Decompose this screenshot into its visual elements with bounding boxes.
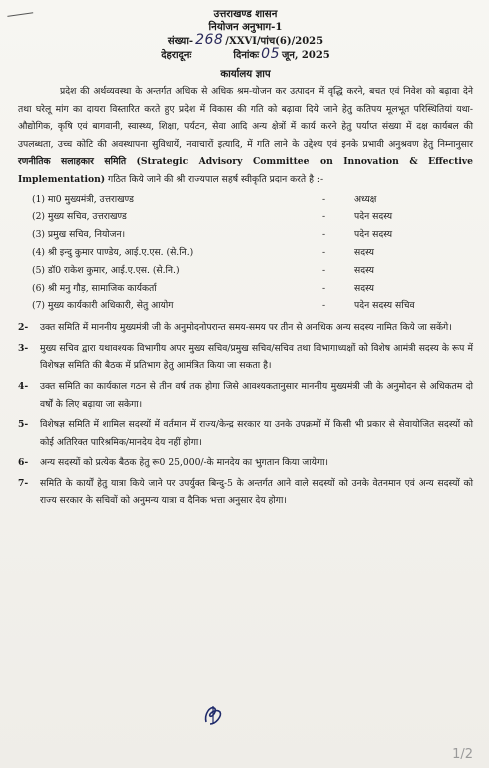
date-prefix: दिनांकः: [233, 50, 260, 61]
member-dash: -: [322, 264, 326, 276]
point-text: उक्त समिति में माननीय मुख्यमंत्री जी के अनुमोदनोपरान्त समय-समय पर तीन से अनधिक अन्य सदस्य नामित किये जा सकेंगे।: [40, 322, 452, 334]
place-date: [18, 48, 473, 62]
ref-prefix: संख्या-: [167, 36, 194, 47]
date-suffix: जून, 2025: [282, 50, 330, 61]
member-role: पदेन सदस्य: [354, 229, 393, 241]
member-name: (5) डॉ0 राकेश कुमार, आई.ए.एस. (से.नि.): [32, 264, 180, 276]
point-number: 3-: [18, 342, 29, 354]
intro-paragraph: प्रदेश की अर्थव्यवस्था के अन्तर्गत अधिक से अधिक श्रम-योजन कर उत्पादन में वृद्धि करने, बचत एवं निवेश को बढ़ावा देने तथा घरेलू मांग का दायरा विस्तारित करते हुए प्रदेश में विकास की गति को बढ़ावा दिये जाने हेतु कतिपय मूलभूत परिस्थितियां यथा-औद्योगिक, कृषि एवं बागवानी, स्वास्थ्य, शिक्षा, पर्यटन, सेवा आदि अन्य क्षेत्रों में कार्य करने हेतु पर्याप्त संख्या में दक्ष कार्यबल की उपलब्धता, उच्च कोटि की अवस्थापना सुविधायें, नवाचारों इत्यादि, में गति लाने के उद्देश्य एवं इनके प्रभावी अनुश्रवण हेतु निम्नानुसार रणनीतिक सलाहकार समिति (Strategic Advisory Committee on Innovation & Effective Implementation) गठित किये जाने की श्री राज्यपाल सहर्ष स्वीकृति प्रदान करते है :-: [18, 86, 473, 185]
member-name: (4) श्री इन्दु कुमार पाण्डेय, आई.ए.एस. (से.नि.): [32, 246, 194, 258]
point-number: 5-: [18, 419, 29, 431]
member-dash: -: [322, 282, 326, 294]
point-text: विशेषज्ञ समिति में शामिल सदस्यों में वर्तमान में राज्य/केन्द्र सरकार या उनके उपक्रमों में किसी भी प्रकार से सेवायोजित सदस्यों को कोई अतिरिक्त पारिश्रमिक/मानदेय देय नहीं होगा।: [40, 419, 473, 448]
member-dash: -: [322, 211, 326, 223]
member-row: [32, 244, 473, 262]
member-role: सदस्य: [354, 246, 374, 258]
member-role: सदस्य: [354, 282, 374, 294]
points-list: [18, 319, 473, 510]
numbered-point: [18, 340, 473, 375]
point-number: 7-: [18, 477, 29, 489]
department-name: नियोजन अनुभाग-1: [208, 21, 283, 33]
committee-name: रणनीतिक सलाहकार समिति (Strategic Advisory Committee on Innovation & Effective Implementation): [18, 156, 473, 185]
member-dash: -: [322, 229, 326, 241]
reference-number: [18, 34, 473, 48]
member-name: (2) मुख्य सचिव, उत्तराखण्ड: [32, 211, 127, 223]
member-dash: -: [322, 193, 326, 205]
member-row: [32, 191, 473, 209]
numbered-point: [18, 416, 473, 451]
ref-suffix: /XXVI/पांच(6)/2025: [225, 36, 324, 47]
point-text: समिति के कार्यों हेतु यात्रा किये जाने पर उपर्युक्त बिन्दु-5 के अन्तर्गत आने वाले सदस्यों को उनके वेतनमान एवं अन्य सदस्यों को राज्य सरकार के सचिवों को अनुमन्य यात्रा व दैनिक भत्ता अनुसार देय होगा।: [40, 477, 473, 507]
govt-name: उत्तराखण्ड शासन: [213, 8, 278, 20]
numbered-point: [18, 475, 473, 510]
numbered-point: [18, 454, 473, 472]
member-name: (7) मुख्य कार्यकारी अधिकारी, सेतु आयोग: [32, 300, 174, 312]
member-row: [32, 226, 473, 244]
point-number: 4-: [18, 380, 29, 392]
member-role: सदस्य: [354, 264, 374, 276]
member-name: (3) प्रमुख सचिव, नियोजन।: [32, 229, 126, 241]
member-row: [32, 280, 473, 298]
point-text: उक्त समिति का कार्यकाल गठन से तीन वर्ष तक होगा जिसे आवश्यकतानुसार माननीय मुख्यमंत्री जी के अनुमोदन से अधिकतम दो वर्षों के लिए बढ़ाया जा सकेगा।: [40, 380, 473, 410]
member-list: [32, 191, 473, 316]
member-dash: -: [322, 246, 326, 258]
ref-number-handwritten: 268: [195, 32, 224, 48]
member-dash: -: [322, 300, 326, 312]
point-number: 6-: [18, 457, 29, 469]
member-row: [32, 262, 473, 280]
office-memo-title: कार्यालय ज्ञाप: [220, 68, 271, 80]
member-row: [32, 208, 473, 226]
page-number: 1/2: [452, 747, 473, 762]
signature-mark: [200, 702, 226, 728]
member-role: पदेन सदस्य सचिव: [354, 300, 415, 312]
point-text: अन्य सदस्यों को प्रत्येक बैठक हेतु रू0 25,000/-के मानदेय का भुगतान किया जायेगा।: [40, 457, 328, 469]
member-name: (6) श्री मनु गौड़, सामाजिक कार्यकर्ता: [32, 282, 157, 294]
member-role: अध्यक्ष: [354, 193, 377, 205]
date-day-handwritten: 05: [261, 46, 280, 62]
place: देहरादूनः: [161, 50, 192, 61]
member-role: पदेन सदस्य: [354, 211, 393, 223]
point-number: 2-: [18, 322, 29, 334]
member-row: [32, 297, 473, 315]
numbered-point: [18, 319, 473, 337]
point-text: मुख्य सचिव द्वारा यथावश्यक विभागीय अपर मुख्य सचिव/प्रमुख सचिव/सचिव तथा विभागाध्यक्षों को विशेष आमंत्री सदस्य के रूप में विशेषज्ञ समिति की बैठक में प्रतिभाग हेतु आमंत्रित किया जा सकता है।: [40, 342, 473, 372]
numbered-point: [18, 378, 473, 413]
member-name: (1) मा0 मुख्यमंत्री, उत्तराखण्ड: [32, 193, 134, 205]
